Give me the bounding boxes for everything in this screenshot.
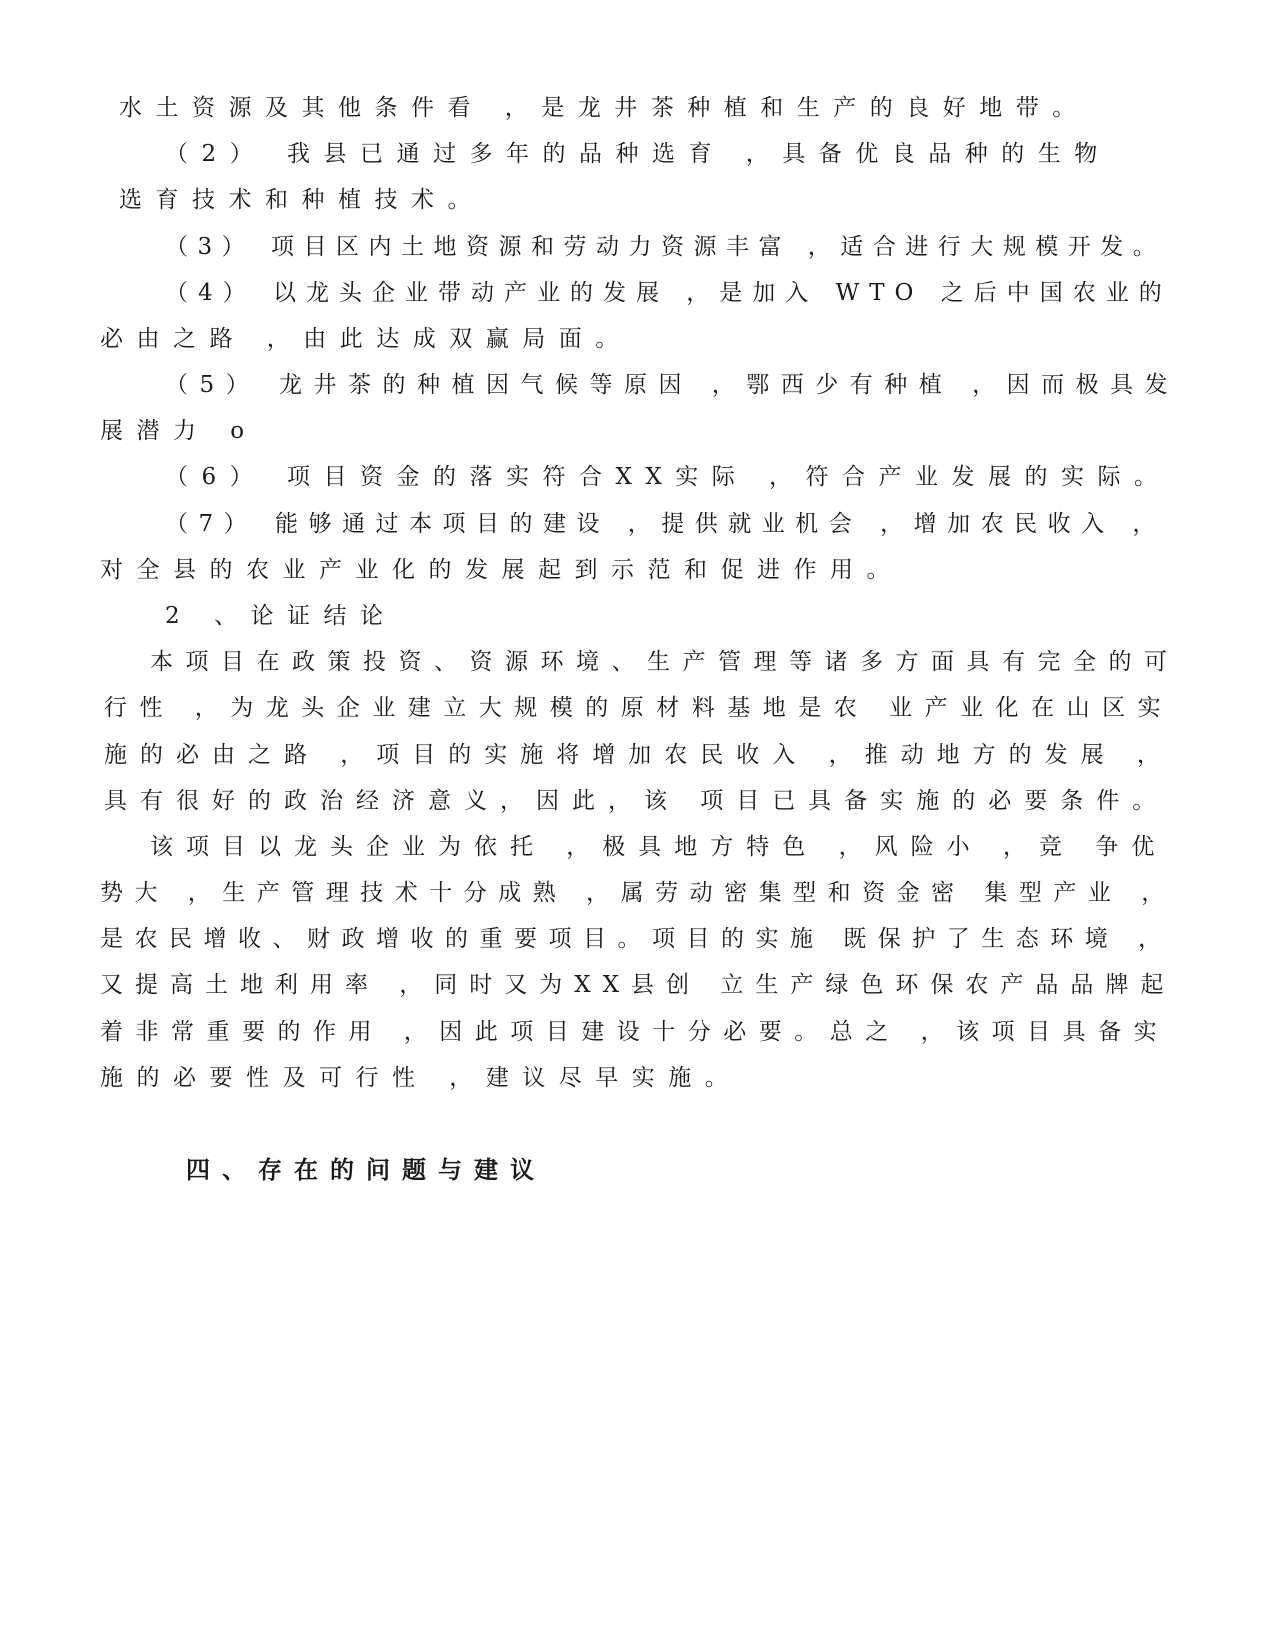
paragraph-line: 本项目在政策投资、资源环境、生产管理等诸多方面具有完全的可 [150, 649, 1180, 675]
paragraph-line: 该项目以龙头企业为依托 ，极具地方特色 ，风险小 ，竞 争优 [150, 834, 1168, 860]
paragraph-line: （5） 龙井茶的种植因气候等原因 ，鄂西少有种植 ，因而极具发 [165, 372, 1180, 398]
section-subheading: 2 、论证结论 [165, 603, 397, 629]
paragraph-line: （7） 能够通过本项目的建设 ，提供就业机会 ，增加农民收入 ， [165, 511, 1166, 537]
paragraph-line: 水土资源及其他条件看 ，是龙井茶种植和生产的良好地带。 [119, 95, 1089, 121]
paragraph-line: 必由之路 ，由此达成双赢局面。 [100, 326, 632, 352]
paragraph-line: 选育技术和种植技术。 [119, 187, 484, 213]
paragraph-line: 是农民增收、财政增收的重要项目。项目的实施 既保护了生态环境 ， [100, 926, 1173, 952]
paragraph-line: （6） 项目资金的落实符合XX实际 ，符合产业发展的实际。 [165, 464, 1171, 490]
paragraph-line: 又提高土地利用率 ，同时又为XX县创 立生产绿色环保农产品品牌起 [100, 972, 1176, 998]
paragraph-line: 着非常重要的作用 ，因此项目建设十分必要。总之 ，该项目具备实 [100, 1019, 1170, 1045]
paragraph-line: 具有很好的政治经济意义，因此，该 项目已具备实施的必要条件。 [104, 788, 1169, 814]
paragraph-line: 势大 ，生产管理技术十分成熟 ，属劳动密集型和资金密 集型产业 ， [100, 880, 1176, 906]
paragraph-line: 对全县的农业产业化的发展起到示范和促进作用。 [100, 557, 903, 583]
paragraph-line: 行性 ，为龙头企业建立大规模的原材料基地是农 业产业化在山区实 [104, 695, 1174, 721]
paragraph-line: （2） 我县已通过多年的品种选育 ，具备优良品种的生物 [165, 141, 1111, 167]
section-heading: 四、存在的问题与建议 [186, 1156, 546, 1184]
paragraph-line: （4） 以龙头企业带动产业的发展 ，是加入 WTO 之后中国农业的 [165, 280, 1172, 306]
paragraph-line: （3） 项目区内土地资源和劳动力资源丰富 ，适合进行大规模开发。 [165, 234, 1166, 260]
paragraph-line: 施的必由之路 ，项目的实施将增加农民收入 ，推动地方的发展 ， [104, 742, 1173, 768]
paragraph-line: 施的必要性及可行性 ，建议尽早实施。 [100, 1065, 742, 1091]
paragraph-line: 展潜力 o [100, 418, 258, 444]
